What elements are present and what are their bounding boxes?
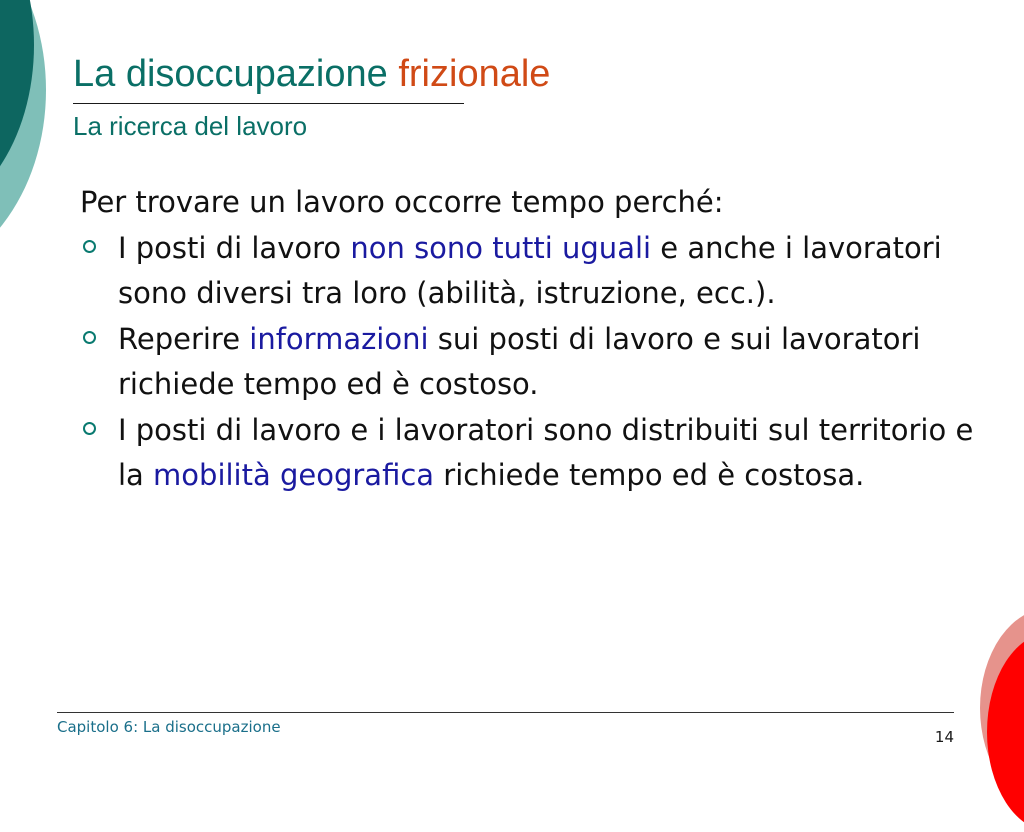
bullet-item xyxy=(80,317,1000,407)
slide-title-accent: frizionale xyxy=(398,53,551,95)
bullet-text: richiede tempo ed è costosa. xyxy=(434,458,865,492)
bullet-highlight: non sono tutti uguali xyxy=(350,231,652,265)
bullet-text: sui posti di lavoro e sui lavoratori richiede tempo ed è costoso. xyxy=(118,322,921,401)
bullet-circle-icon xyxy=(83,240,96,253)
bullet-text: I posti di lavoro e i lavoratori sono distribuiti sul territorio e la xyxy=(118,413,974,492)
bullet-text: Reperire xyxy=(118,322,250,356)
page-number: 14 xyxy=(934,728,954,746)
bullet-circle-icon xyxy=(83,331,96,344)
title-underline xyxy=(73,103,464,104)
slide-title xyxy=(73,50,550,98)
lead-text: Per trovare un lavoro occorre tempo perché: xyxy=(80,185,724,219)
bullet-list xyxy=(80,226,1000,498)
bullet-item xyxy=(80,408,1000,498)
bullet-text: I posti di lavoro xyxy=(118,231,351,265)
slide-subtitle: La ricerca del lavoro xyxy=(73,111,308,141)
bullet-highlight: informazioni xyxy=(249,322,429,356)
bullet-highlight: mobilità geografica xyxy=(153,458,435,492)
footer-divider xyxy=(57,712,954,713)
bullet-item xyxy=(80,226,1000,316)
slide-body xyxy=(80,180,1000,499)
footer-chapter: Capitolo 6: La disoccupazione xyxy=(57,718,281,736)
slide-title-main: La disoccupazione xyxy=(73,53,399,95)
bullet-circle-icon xyxy=(83,422,96,435)
bullet-text: e anche i lavoratori sono diversi tra loro (abilità, istruzione, ecc.). xyxy=(118,231,942,310)
